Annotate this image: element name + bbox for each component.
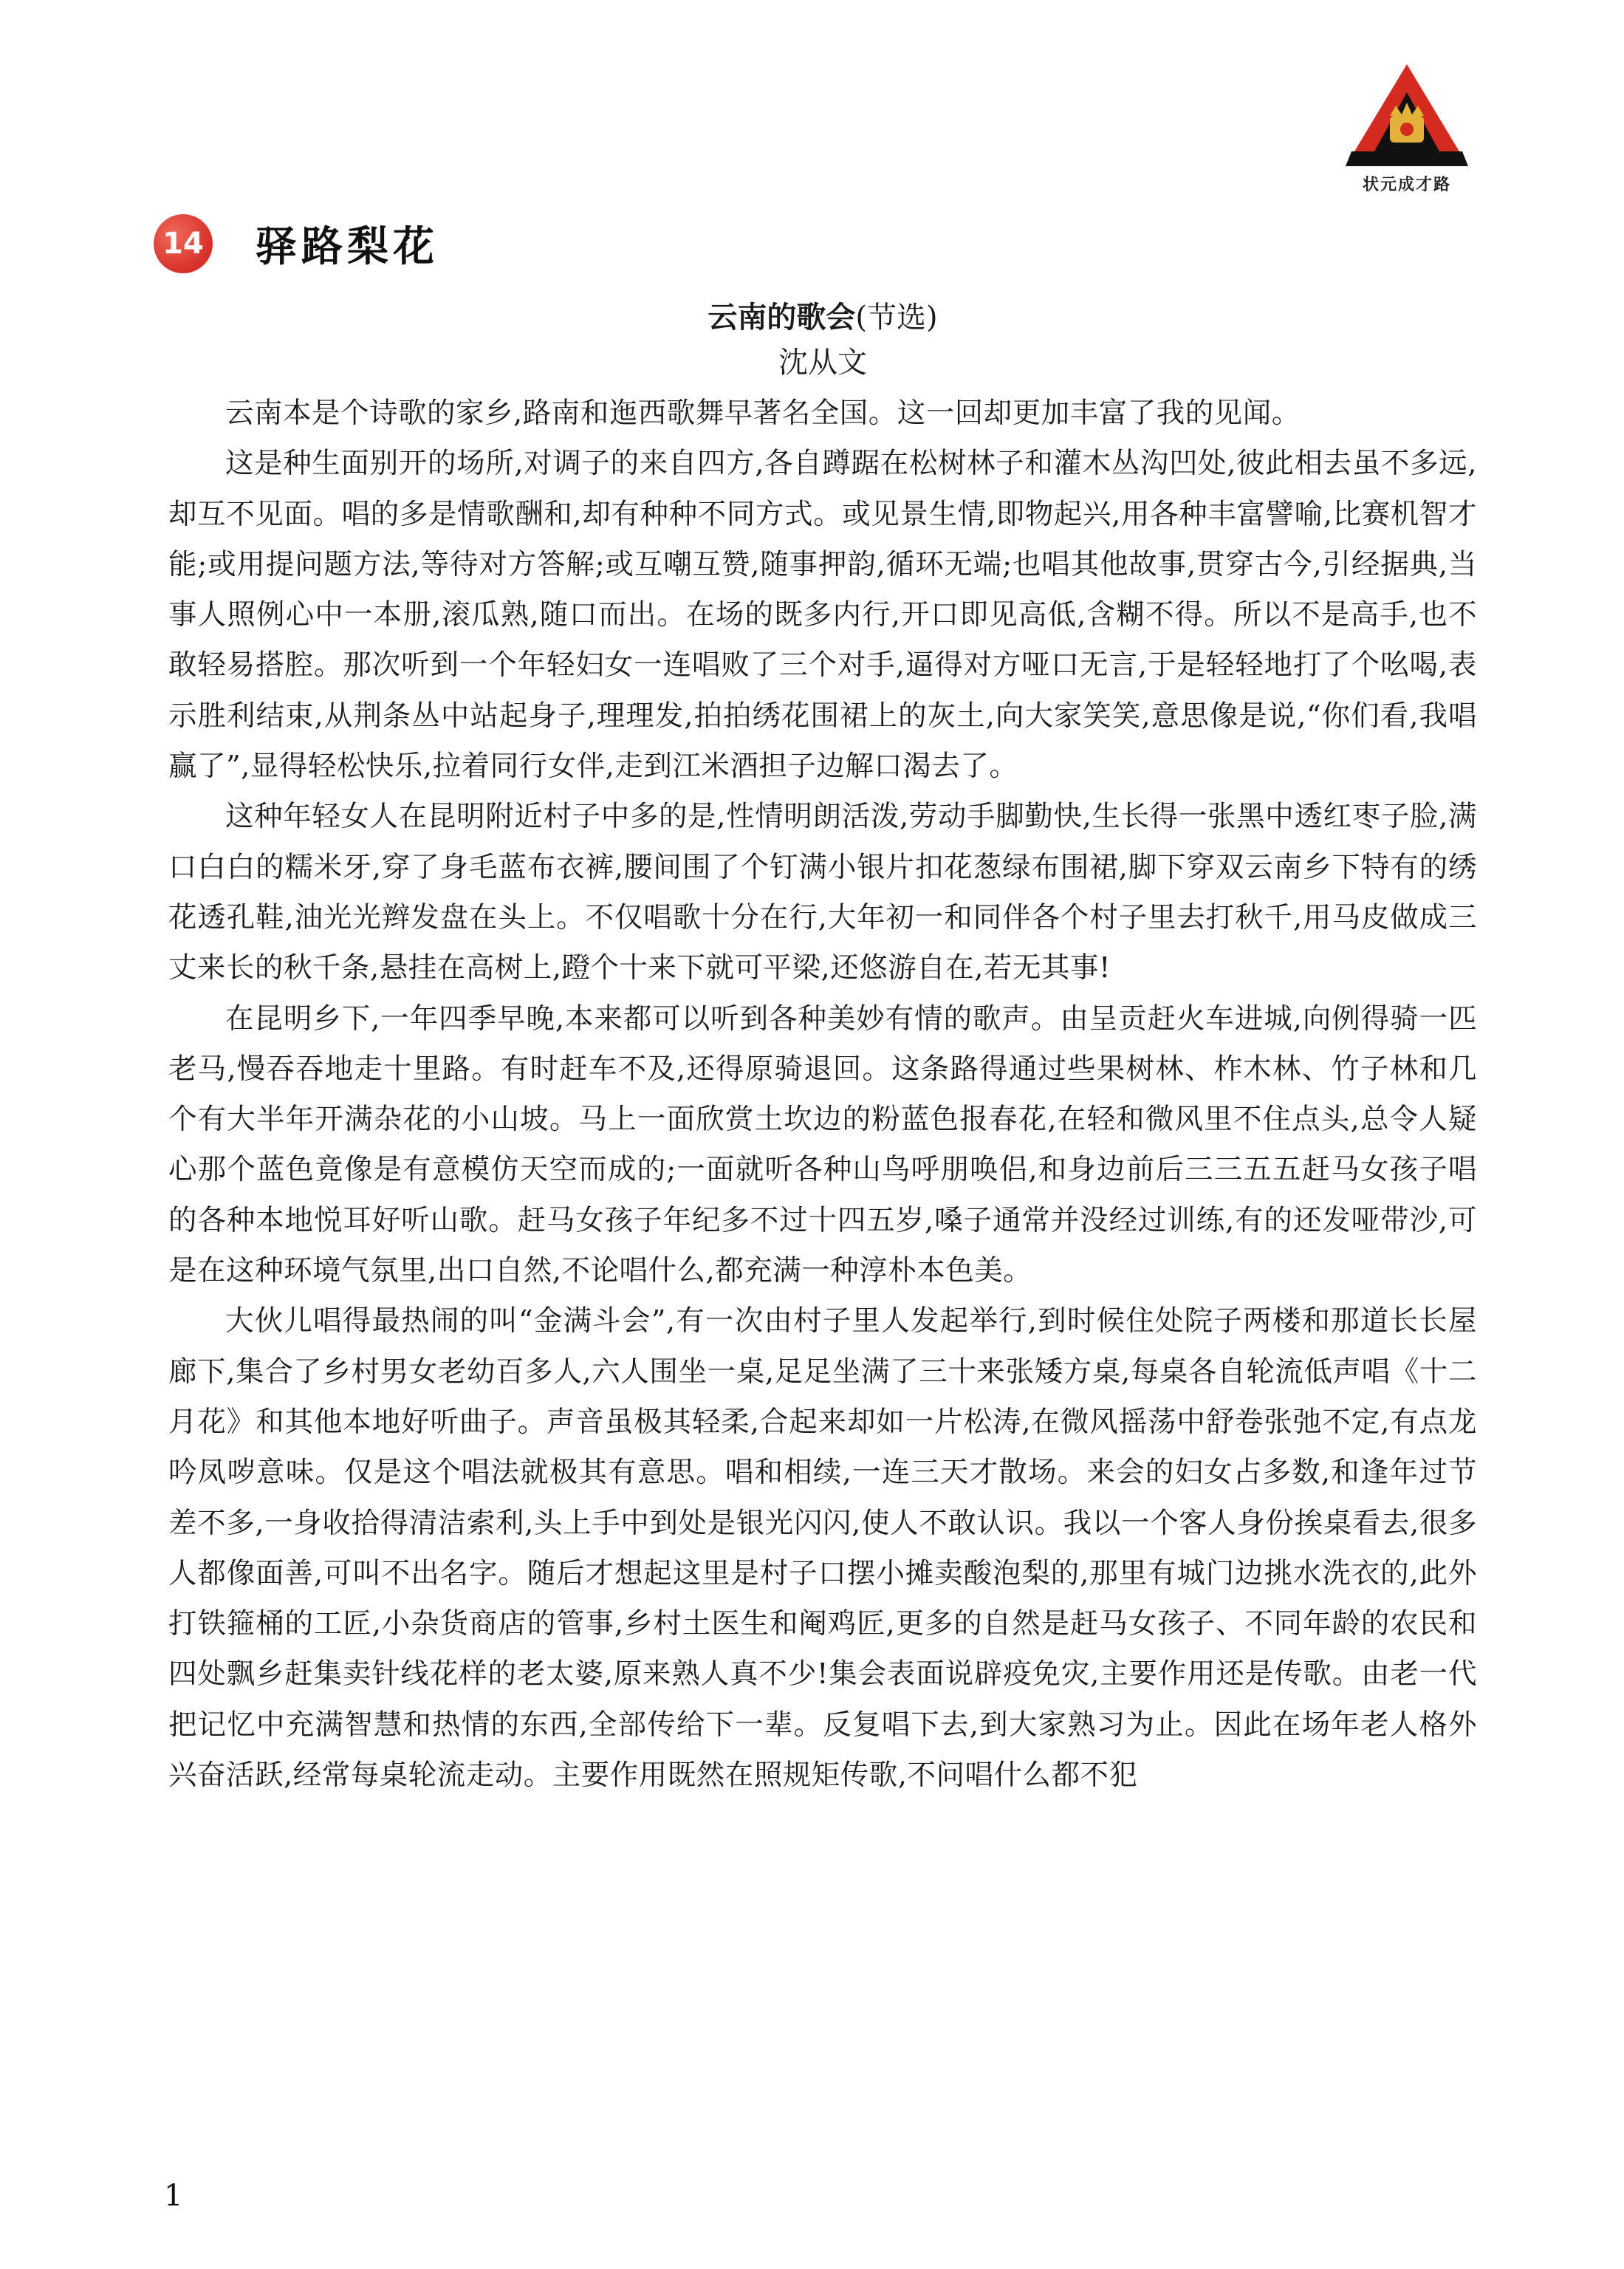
logo-text: 状元成才路 bbox=[1362, 176, 1451, 194]
paragraph: 这种年轻女人在昆明附近村子中多的是,性情明朗活泼,劳动手脚勤快,生长得一张黑中透红枣子脸,满口白白的糯米牙,穿了身毛蓝布衣裤,腰间围了个钉满小银片扣花葱绿布围裙,脚下穿双云南乡下特有的绣花透孔鞋,油光光辫发盘在头上。不仅唱歌十分在行,大年初一和同伴各个村子里去打秋千,用马皮做成三丈来长的秋千条,悬挂在高树上,蹬个十来下就可平梁,还悠游自在,若无其事! bbox=[168, 800, 1477, 985]
chapter-number-badge: 14 bbox=[154, 214, 213, 273]
paragraph: 大伙儿唱得最热闹的叫“金满斗会”,有一次由村子里人发起举行,到时候住处院子两楼和那道长长屋廊下,集合了乡村男女老幼百多人,六人围坐一桌,足足坐满了三十来张矮方桌,每桌各自轮流低声唱《十二月花》和其他本地好听曲子。声音虽极其轻柔,合起来却如一片松涛,在微风摇荡中舒卷张弛不定,有点龙吟凤哕意味。仅是这个唱法就极其有意思。唱和相续,一连三天才散场。来会的妇女占多数,和逢年过节差不多,一身收拾得清洁索利,头上手中到处是银光闪闪,使人不敢认识。我以一个客人身份挨桌看去,很多人都像面善,可叫不出名字。随后才想起这里是村子口摆小摊卖酸泡梨的,那里有城门边挑水洗衣的,此外打铁箍桶的工匠,小杂货商店的管事,乡村土医生和阉鸡匠,更多的自然是赶马女孩子、不同年龄的农民和四处飘乡赶集卖针线花样的老太婆,原来熟人真不少!集会表面说辟疫免灾,主要作用还是传歌。由老一代把记忆中充满智慧和热情的东西,全部传给下一辈。反复唱下去,到大家熟习为止。因此在场年老人格外兴奋活跃,经常每桌轮流走动。主要作用既然在照规矩传歌,不问唱什么都不犯 bbox=[168, 1304, 1477, 1793]
article-author: 沈从文 bbox=[778, 346, 867, 380]
article-title-suffix: (节选) bbox=[855, 301, 938, 335]
page-number: 1 bbox=[164, 2179, 183, 2213]
article-title-main: 云南的歌会 bbox=[707, 301, 856, 335]
article-title bbox=[168, 295, 1477, 340]
paragraph: 这是种生面别开的场所,对调子的来自四方,各自蹲踞在松树林子和灌木丛沟凹处,彼此相去虽不多远,却互不见面。唱的多是情歌酬和,却有种种不同方式。或见景生情,即物起兴,用各种丰富譬喻,比赛机智才能;或用提问题方法,等待对方答解;或互嘲互赞,随事押韵,循环无端;也唱其他故事,贯穿古今,引经据典,当事人照例心中一本册,滚瓜熟,随口而出。在场的既多内行,开口即见高低,含糊不得。所以不是高手,也不敢轻易搭腔。那次听到一个年轻妇女一连唱败了三个对手,逼得对方哑口无言,于是轻轻地打了个吆喝,表示胜利结束,从荆条丛中站起身子,理理发,拍拍绣花围裙上的灰土,向大家笑笑,意思像是说,“你们看,我唱赢了”,显得轻松快乐,拉着同行女伴,走到江米酒担子边解口渴去了。 bbox=[168, 447, 1477, 784]
publisher-logo bbox=[1344, 63, 1470, 192]
paragraph: 在昆明乡下,一年四季早晚,本来都可以听到各种美妙有情的歌声。由呈贡赶火车进城,向例得骑一匹老马,慢吞吞地走十里路。有时赶车不及,还得原骑退回。这条路得通过些果树林、柞木林、竹子林和几个有大半年开满杂花的小山坡。马上一面欣赏土坎边的粉蓝色报春花,在轻和微风里不住点头,总令人疑心那个蓝色竟像是有意模仿天空而成的;一面就听各种山鸟呼朋唤侣,和身边前后三三五五赶马女孩子唱的各种本地悦耳好听山歌。赶马女孩子年纪多不过十四五岁,嗓子通常并没经过训练,有的还发哑带沙,可是在这种环境气氛里,出口自然,不论唱什么,都充满一种淳朴本色美。 bbox=[168, 1002, 1477, 1288]
chapter-heading bbox=[154, 214, 439, 273]
logo-emblem-icon bbox=[1344, 63, 1470, 170]
chapter-title: 驿路梨花 bbox=[256, 223, 439, 271]
article bbox=[168, 295, 1477, 1801]
paragraph: 云南本是个诗歌的家乡,路南和迤西歌舞早著名全国。这一回却更加丰富了我的见闻。 bbox=[225, 397, 1301, 430]
